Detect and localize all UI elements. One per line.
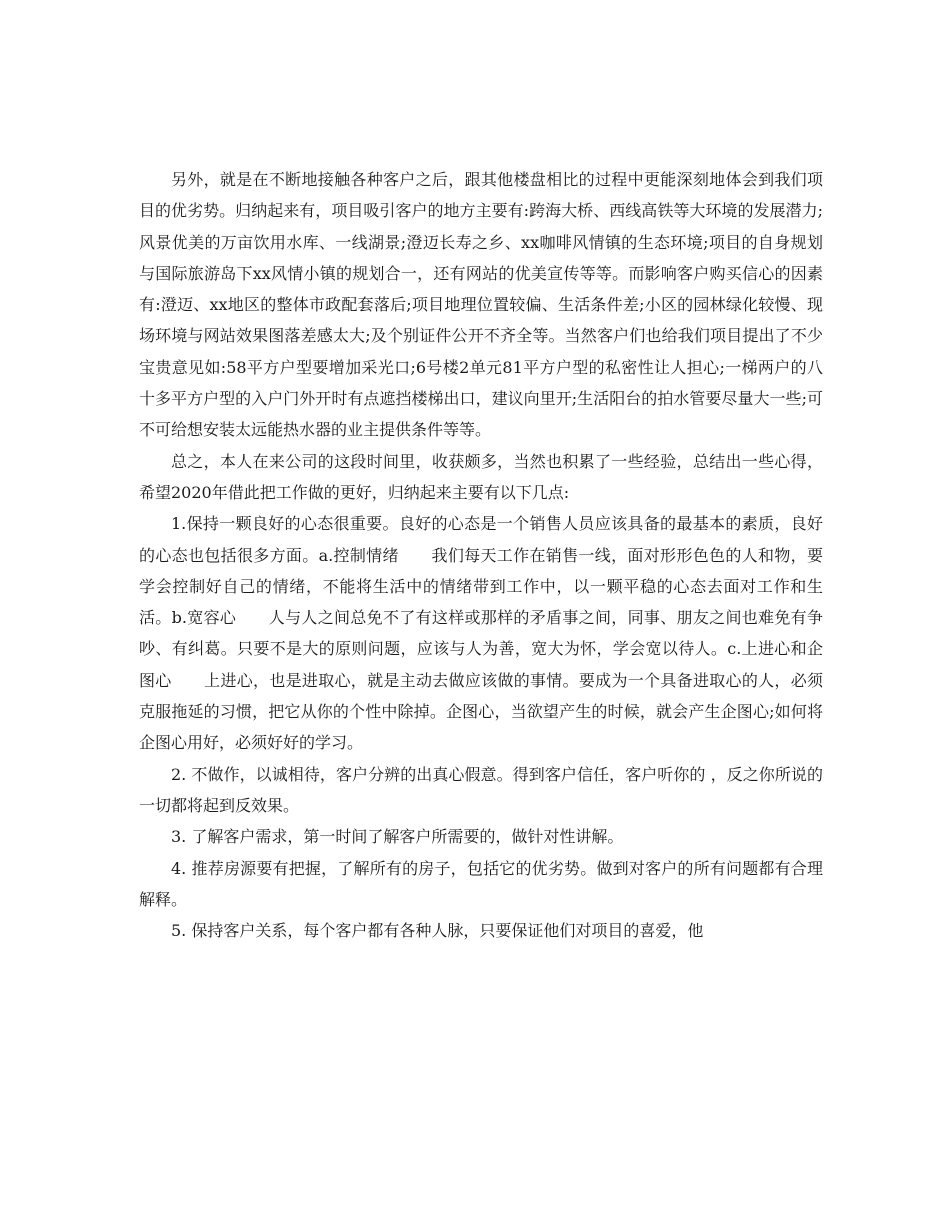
paragraph-point-4: 4. 推荐房源要有把握，了解所有的房子，包括它的优劣势。做到对客户的所有问题都有合理解释。 [139, 858, 823, 909]
paragraph-point-3: 3. 了解客户需求，第一时间了解客户所需要的，做针对性讲解。 [171, 827, 624, 847]
paragraph-point-1: 1.保持一颗良好的心态很重要。良好的心态是一个销售人员应该具备的最基本的素质，良好的心态也包括很多方面。a.控制情绪 我们每天工作在销售一线，面对形形色色的人和物，要学会控制好自己的情绪，不能将生活中的情绪带到工作中，以一颗平稳的心态去面对工作和生活。b.宽容心 人与人之间总免不了有这样或那样的矛盾事之间，同事、朋友之间也难免有争吵、有纠葛。只要不是大的原则问题，应该与人为善，宽大为怀，学会宽以待人。c.上进心和企图心 上进心，也是进取心，就是主动去做应该做的事情。要成为一个具备进取心的人，必须克服拖延的习惯，把它从你的个性中除掉。企图心，当欲望产生的时候，就会产生企图心;如何将企图心用好，必须好好的学习。 [139, 514, 823, 753]
paragraph-point-5: 5. 保持客户关系，每个客户都有各种人脉，只要保证他们对项目的喜爱，他 [171, 921, 704, 941]
document-body [139, 164, 823, 946]
paragraph-point-2: 2. 不做作，以诚相待，客户分辨的出真心假意。得到客户信任，客户听你的 ，反之你所说的一切都将起到反效果。 [139, 764, 823, 815]
paragraph-summary: 总之，本人在来公司的这段时间里，收获颇多，当然也积累了一些经验，总结出一些心得，希望2020年借此把工作做的更好，归纳起来主要有以下几点: [139, 451, 823, 502]
paragraph-advantages: 另外，就是在不断地接触各种客户之后，跟其他楼盘相比的过程中更能深刻地体会到我们项目的优劣势。归纳起来有，项目吸引客户的地方主要有:跨海大桥、西线高铁等大环境的发展潜力;风景优美的万亩饮用水库、一线湖景;澄迈长寿之乡、xx咖啡风情镇的生态环境;项目的自身规划与国际旅游岛下xx风情小镇的规划合一，还有网站的优美宣传等等。而影响客户购买信心的因素有:澄迈、xx地区的整体市政配套落后;项目地理位置较偏、生活条件差;小区的园林绿化较慢、现场环境与网站效果图落差感太大;及个别证件公开不齐全等。当然客户们也给我们项目提出了不少宝贵意见如:58平方户型要增加采光口;6号楼2单元81平方户型的私密性让人担心;一梯两户的八十多平方户型的入户门外开时有点遮挡楼梯出口，建议向里开;生活阳台的拍水管要尽量大一些;可不可给想安装太远能热水器的业主提供条件等等。 [139, 170, 823, 440]
